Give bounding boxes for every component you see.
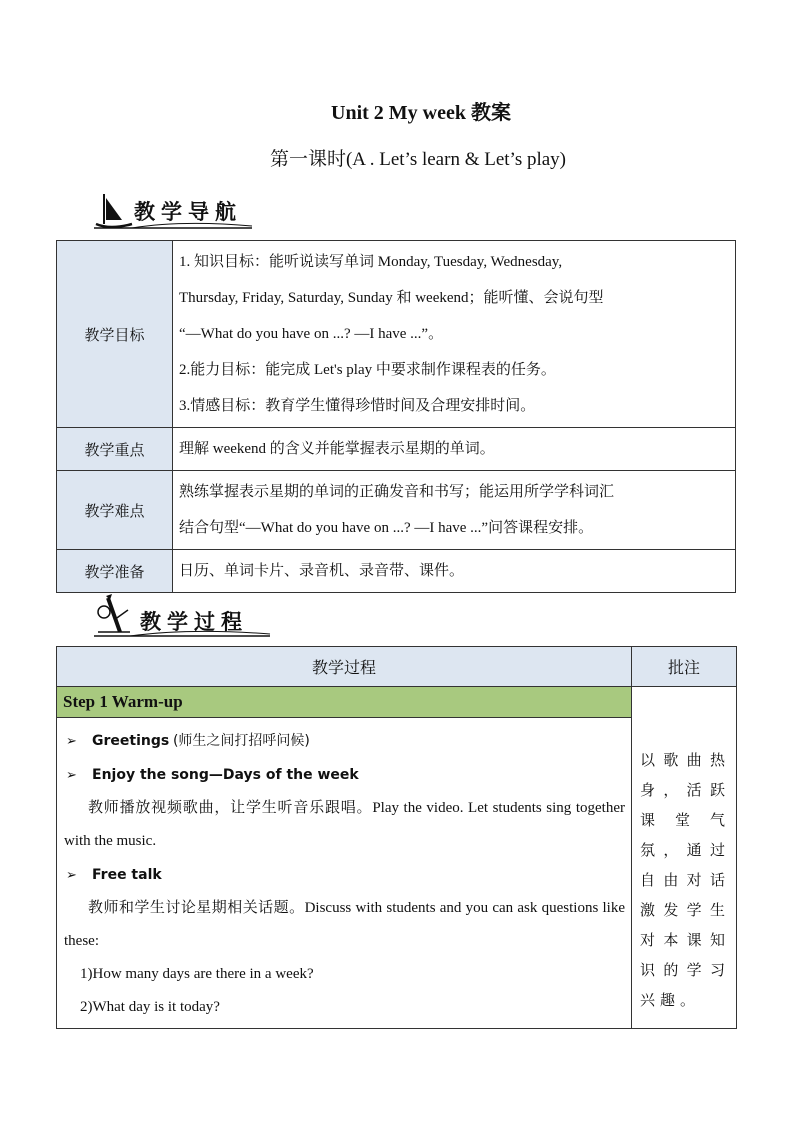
table-row <box>57 687 737 718</box>
content-line: 3.情感目标：教育学生懂得珍惜时间及合理安排时间。 <box>179 398 536 414</box>
navigation-banner <box>92 190 262 230</box>
process-banner <box>90 592 280 640</box>
bullet-free-talk <box>64 858 625 892</box>
row-label: 教学准备 <box>57 550 173 593</box>
content-line: “—What do you have on ...? —I have ...”。 <box>179 326 444 342</box>
step-title: Step 1 Warm-up <box>57 687 632 718</box>
column-header-process: 教学过程 <box>57 647 632 687</box>
table-row <box>57 428 736 471</box>
question-item: 1)How many days are there in a week? <box>80 966 314 982</box>
content-line: 熟练掌握表示星期的单词的正确发音和书写；能运用所学学科词汇 <box>179 484 615 500</box>
note-cell: 以歌曲热身，活跃课堂气氛，通过自由对话激发学生对本课知识的学习兴趣。 <box>632 687 737 1029</box>
table-row <box>57 550 736 593</box>
row-label: 教学目标 <box>57 241 173 428</box>
step-body <box>57 718 632 1029</box>
song-paragraph: 教师播放视频歌曲，让学生听音乐跟唱。Play the video. Let students sing together with the music. <box>64 800 625 849</box>
row-content <box>173 428 736 471</box>
content-line: Thursday, Friday, Saturday, Sunday 和 weekend；能听懂、会说句型 <box>179 290 604 306</box>
bullet-arrow-icon: ➢ <box>66 767 77 782</box>
page-title: Unit 2 My week 教案 <box>331 102 511 124</box>
bullet-extra: (师生之间打招呼问候) <box>172 733 310 749</box>
bullet-arrow-icon: ➢ <box>66 867 77 882</box>
page-subtitle: 第一课时(A . Let’s learn & Let’s play) <box>269 149 567 170</box>
row-label: 教学难点 <box>57 471 173 550</box>
bullet-greetings <box>64 724 625 758</box>
content-line: 1. 知识目标：能听说读写单词 Monday, Tuesday, Wednesday, <box>179 254 563 270</box>
bullet-label: Enjoy the song—Days of the week <box>92 767 359 783</box>
bullet-label: Greetings <box>92 733 170 749</box>
row-content <box>173 550 736 593</box>
free-talk-paragraph: 教师和学生讨论星期相关话题。Discuss with students and you can ask questions like these: <box>64 900 625 949</box>
bullet-arrow-icon: ➢ <box>66 733 77 748</box>
content-line: 理解 weekend 的含义并能掌握表示星期的单词。 <box>179 441 495 457</box>
navigation-banner-text: 教学导航 <box>134 200 242 224</box>
table-header-row <box>57 647 737 687</box>
content-line: 日历、单词卡片、录音机、录音带、课件。 <box>179 563 465 579</box>
question-item: 2)What day is it today? <box>80 999 220 1015</box>
bullet-song <box>64 758 625 792</box>
table-row <box>57 241 736 428</box>
column-header-notes: 批注 <box>632 647 737 687</box>
content-line: 2.能力目标：能完成 Let's play 中要求制作课程表的任务。 <box>179 362 556 378</box>
row-content <box>173 471 736 550</box>
process-banner-text: 教学过程 <box>140 610 248 634</box>
bullet-label: Free talk <box>92 867 162 883</box>
goals-table <box>56 240 736 593</box>
row-label: 教学重点 <box>57 428 173 471</box>
content-line: 结合句型“—What do you have on ...? —I have ...”问答课程安排。 <box>179 520 594 536</box>
table-row <box>57 471 736 550</box>
process-table <box>56 646 737 1029</box>
row-content <box>173 241 736 428</box>
